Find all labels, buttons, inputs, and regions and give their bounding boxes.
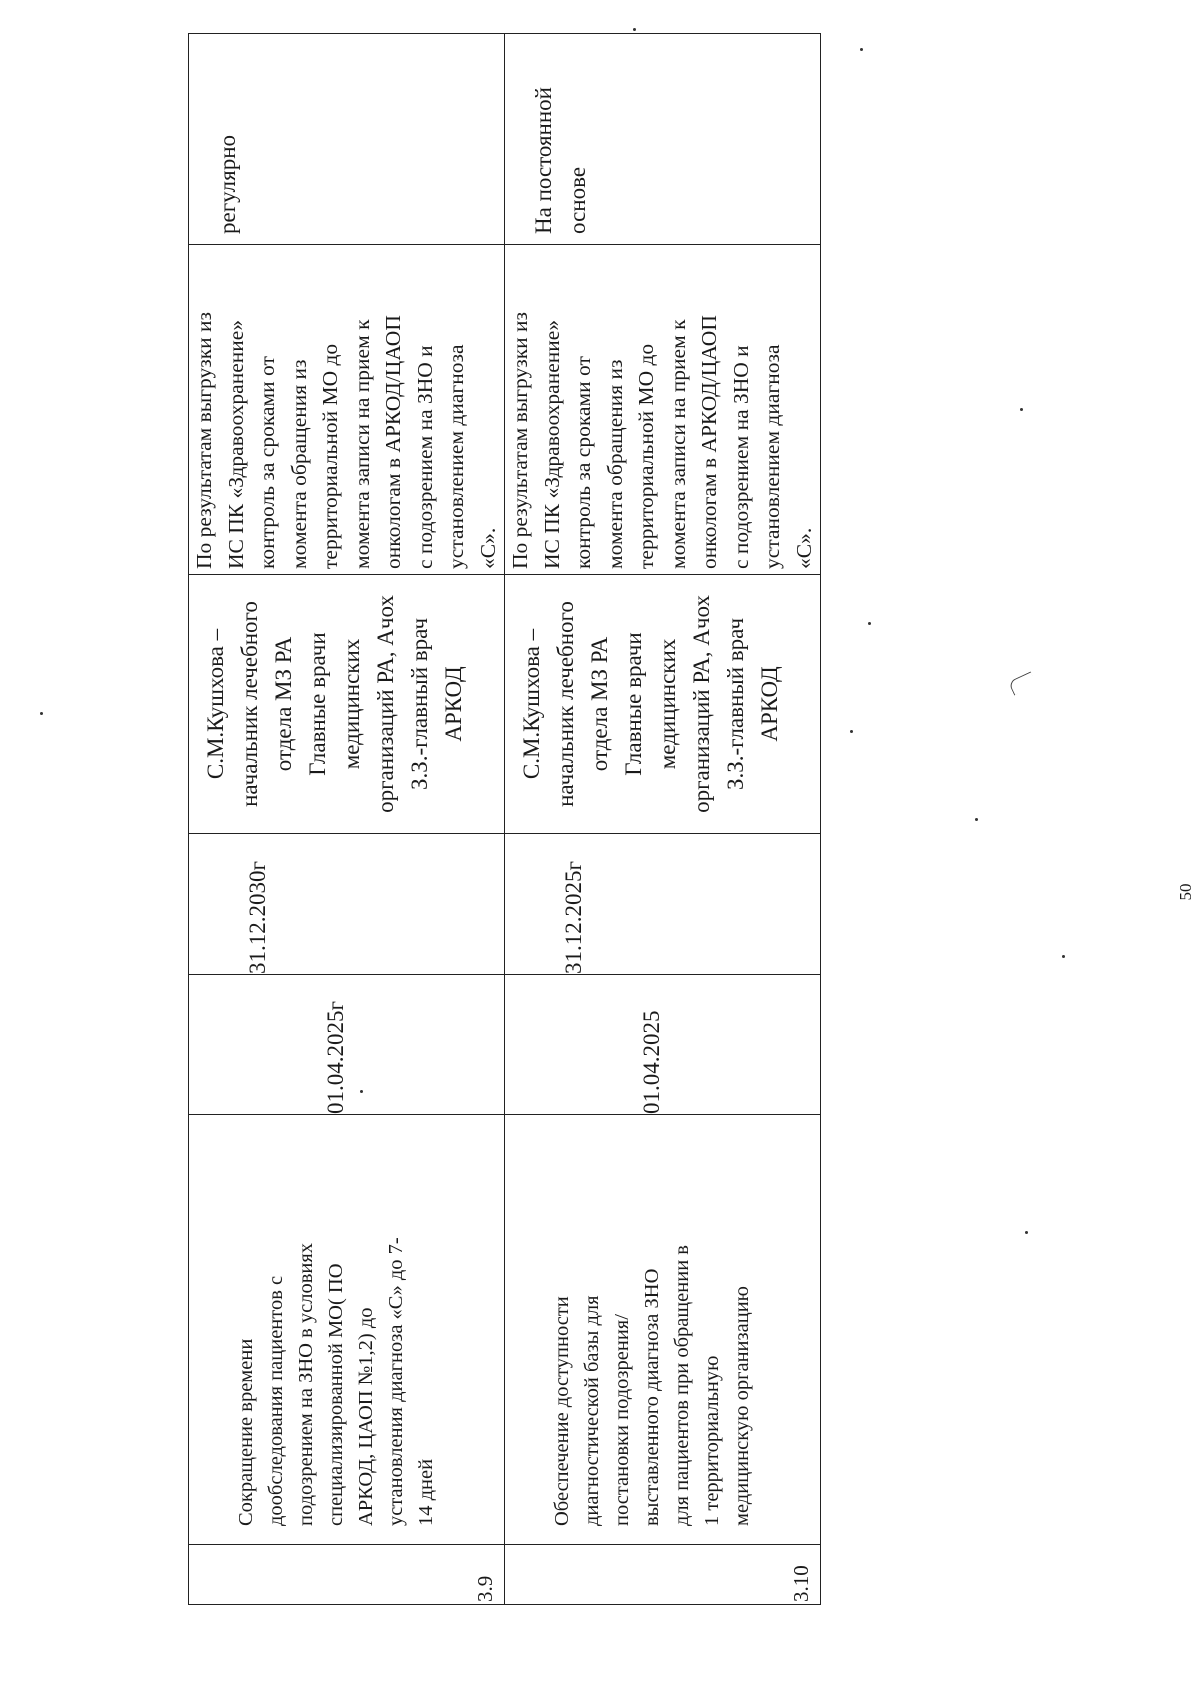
scan-speck bbox=[975, 818, 978, 821]
scan-speck bbox=[40, 712, 43, 715]
control-method: По результатам выгрузки из ИС ПК «Здравоохранение» контроль за сроками от момента обращения из территориальной МО до момента записи на прием к онкологам в АРКОД/ЦАОП с подозрением на ЗНО и установлением диагноза «С». bbox=[505, 245, 821, 575]
row-number: 3.9 bbox=[189, 1545, 505, 1605]
end-date: 31.12.2025г bbox=[505, 834, 821, 975]
start-date: 01.04.2025 bbox=[505, 975, 821, 1115]
table-row bbox=[505, 34, 821, 1605]
measure-name: Обеспечение доступности диагностической базы для постановки подозрения/ выставленного диагноза ЗНО для пациентов при обращении в 1 территориальную медицинскую организацию bbox=[505, 1115, 821, 1545]
measure-name: Сокращение времени дообследования пациентов с подозрением на ЗНО в условиях специализированной МО( ПО АРКОД, ЦАОП №1,2) до установления диагноза «С» до 7- 14 дней bbox=[189, 1115, 505, 1545]
scan-speck bbox=[1020, 408, 1023, 411]
start-date: 01.04.2025г bbox=[189, 975, 505, 1115]
scan-speck bbox=[633, 28, 636, 31]
rotated-page-content bbox=[188, 87, 816, 1605]
scan-artifact bbox=[1008, 671, 1037, 695]
scan-speck bbox=[868, 622, 871, 625]
page-number: 50 bbox=[1176, 883, 1195, 901]
responsible-persons: С.М.Кушхова – начальник лечебного отдела МЗ РА Главные врачи медицинских организаций РА, Ачох З.З.-главный врач АРКОД bbox=[505, 575, 821, 834]
end-date: 31.12.2030г bbox=[189, 834, 505, 975]
control-method: По результатам выгрузки из ИС ПК «Здравоохранение» контроль за сроками от момента обращения из территориальной МО до момента записи на прием к онкологам в АРКОД/ЦАОП с подозрением на ЗНО и установлением диагноза «С». bbox=[189, 245, 505, 575]
responsible-persons: С.М.Кушхова – начальник лечебного отдела МЗ РА Главные врачи медицинских организаций РА, Ачох З.З.-главный врач АРКОД bbox=[189, 575, 505, 834]
measures-table bbox=[188, 33, 821, 1605]
scan-speck bbox=[1062, 955, 1065, 958]
table-row bbox=[189, 34, 505, 1605]
scan-speck bbox=[860, 48, 863, 51]
row-number: 3.10 bbox=[505, 1545, 821, 1605]
scan-speck bbox=[360, 1090, 363, 1093]
scan-speck bbox=[1025, 1231, 1028, 1234]
periodicity: регулярно bbox=[189, 34, 505, 245]
periodicity: На постоянной основе bbox=[505, 34, 821, 245]
scan-speck bbox=[850, 730, 853, 733]
